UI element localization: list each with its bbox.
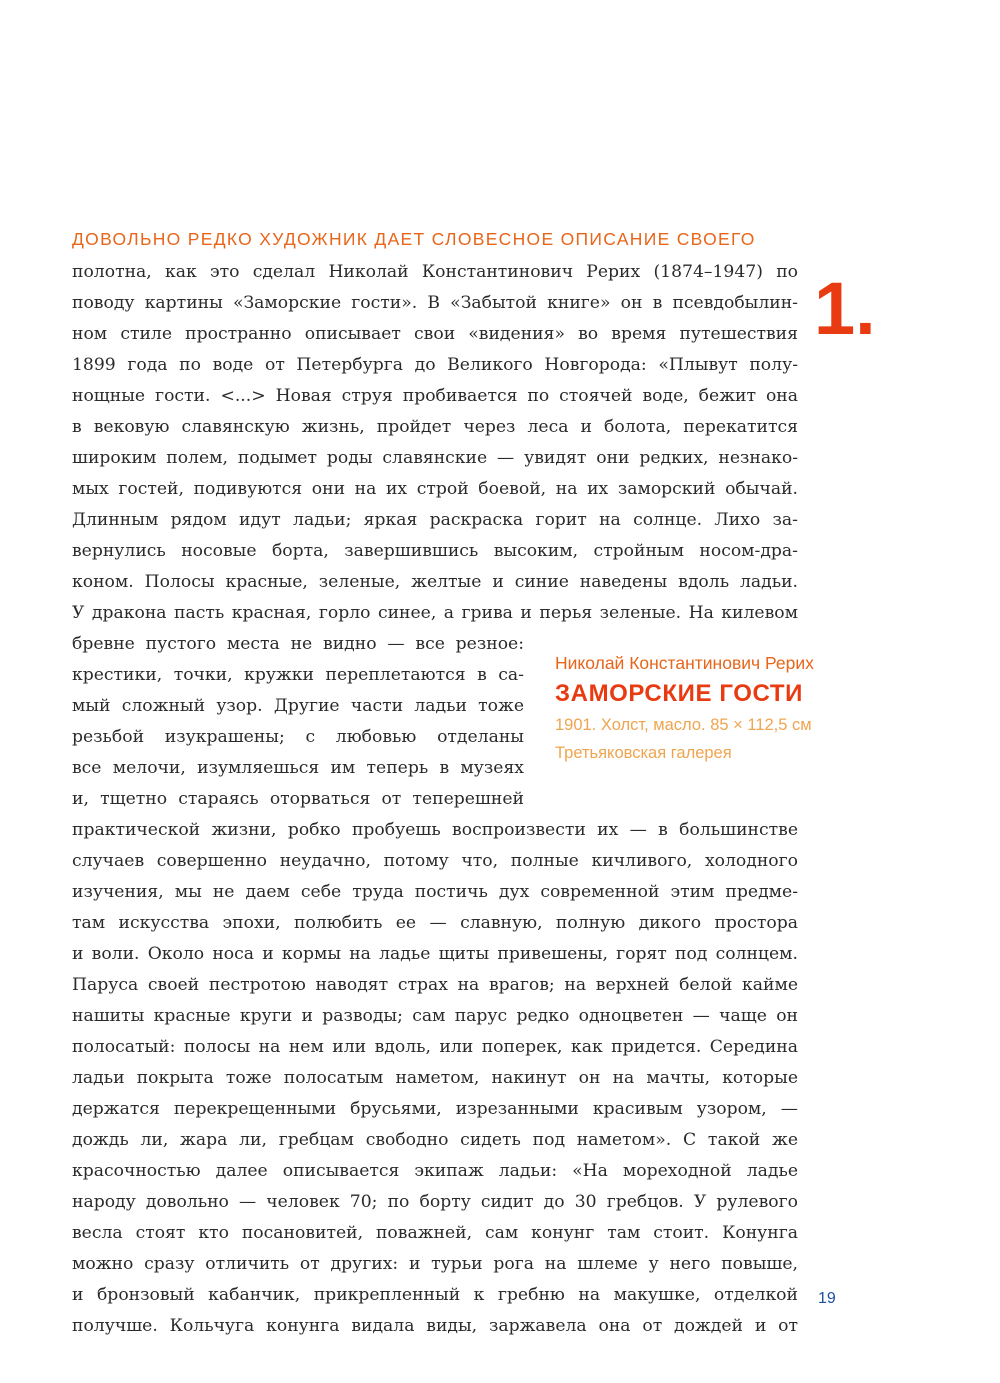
body-line: и, тщетно стараясь оторваться от теперешней: [72, 789, 524, 809]
body-line: изучения, мы не даем себе труда постичь дух современной этим предме-: [72, 882, 798, 902]
body-line: практической жизни, робко пробуешь воспроизвести их — в большинстве: [72, 820, 798, 840]
caption-title: ЗАМОРСКИЕ ГОСТИ: [555, 680, 803, 707]
body-line: Паруса своей пестротою наводят страх на врагов; на верхней белой кайме: [72, 975, 798, 995]
caption-details: 1901. Холст, масло. 85 × 112,5 см: [555, 716, 812, 734]
body-line: У дракона пасть красная, горло синее, а грива и перья зеленые. На килевом: [72, 603, 798, 623]
page-number: 19: [818, 1290, 836, 1307]
body-line: дождь ли, жара ли, гребцам свободно сидеть под наметом». С такой же: [72, 1130, 798, 1150]
body-line: бревне пустого места не видно — все резное:: [72, 634, 524, 654]
body-line: можно сразу отличить от других: и турьи рога на шлеме у него повыше,: [72, 1254, 798, 1274]
caption-author: Николай Константинович Рерих: [555, 653, 814, 673]
caption-museum: Третьяковская галерея: [555, 744, 732, 762]
body-line: красочностью далее описывается экипаж ладьи: «На мореходной ладье: [72, 1161, 798, 1181]
body-line: резьбой изукрашены; с любовью отделаны: [72, 727, 524, 747]
body-line: мых гостей, подивуются они на их строй боевой, на их заморский обычай.: [72, 479, 798, 499]
body-line: 1899 года по воде от Петербурга до Великого Новгорода: «Плывут полу-: [72, 355, 798, 375]
body-line: народу довольно — человек 70; по борту сидит до 30 гребцов. У рулевого: [72, 1192, 798, 1212]
body-line: поводу картины «Заморские гости». В «Забытой книге» он в псевдобылин-: [72, 293, 798, 313]
body-line: в вековую славянскую жизнь, пройдет через леса и болота, перекатится: [72, 417, 798, 437]
body-line: ном стиле пространно описывает свои «видения» во время путешествия: [72, 324, 798, 344]
body-line: и воли. Около носа и кормы на ладье щиты привешены, горят под солнцем.: [72, 944, 798, 964]
body-line: держатся перекрещенными брусьями, изрезанными красивым узором, —: [72, 1099, 798, 1119]
lead-in-caps: ДОВОЛЬНО РЕДКО ХУДОЖНИК ДАЕТ СЛОВЕСНОЕ ОПИСАНИЕ СВОЕГО: [72, 229, 756, 249]
body-line: ладьи покрыта тоже полосатым наметом, накинут он на мачты, которые: [72, 1068, 798, 1088]
body-line: нощные гости. <...> Новая струя пробивается по стоячей воде, бежит она: [72, 386, 798, 406]
body-line: вернулись носовые борта, завершившись высоким, стройным носом-дра-: [72, 541, 798, 561]
chapter-number: 1.: [814, 267, 876, 350]
body-line: там искусства эпохи, полюбить ее — славную, полную дикого простора: [72, 913, 798, 933]
body-line: широким полем, подымет роды славянские — увидят они редких, незнако-: [72, 448, 798, 468]
body-line: случаев совершенно неудачно, потому что, полные кичливого, холодного: [72, 851, 798, 871]
body-line: получше. Кольчуга конунга видала виды, заржавела она от дождей и от: [72, 1316, 798, 1336]
body-line: нашиты красные круги и разводы; сам парус редко одноцветен — чаще он: [72, 1006, 798, 1026]
body-line: коном. Полосы красные, зеленые, желтые и синие наведены вдоль ладьи.: [72, 572, 798, 592]
body-line: и бронзовый кабанчик, прикрепленный к гребню на макушке, отделкой: [72, 1285, 798, 1305]
body-line: все мелочи, изумляешься им теперь в музеях: [72, 758, 524, 778]
body-line: крестики, точки, кружки переплетаются в са-: [72, 665, 524, 685]
artwork-caption: [555, 650, 885, 767]
body-line: весла стоят кто посановитей, поважней, сам конунг там стоит. Конунга: [72, 1223, 798, 1243]
body-line: Длинным рядом идут ладьи; яркая раскраска горит на солнце. Лихо за-: [72, 510, 798, 530]
body-line: полосатый: полосы на нем или вдоль, или поперек, как придется. Середина: [72, 1037, 798, 1057]
body-line: полотна, как это сделал Николай Константинович Рерих (1874–1947) по: [72, 262, 798, 282]
body-line: мый сложный узор. Другие части ладьи тоже: [72, 696, 524, 716]
